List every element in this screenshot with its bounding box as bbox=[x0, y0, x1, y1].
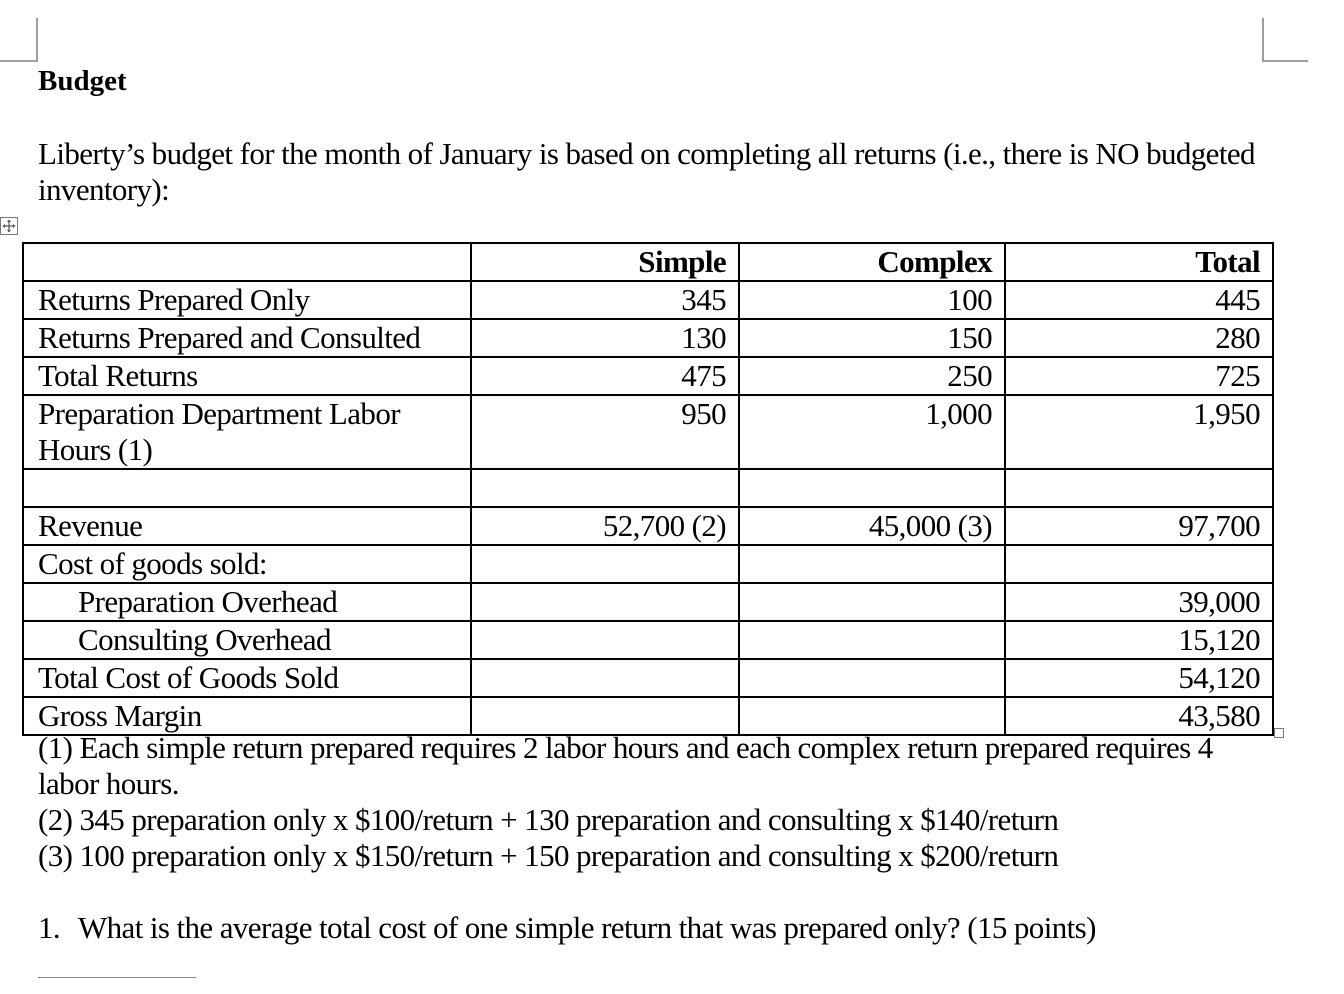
complex-value bbox=[739, 621, 1005, 659]
complex-value bbox=[739, 583, 1005, 621]
simple-value bbox=[471, 583, 739, 621]
table-row bbox=[23, 357, 1273, 395]
table-row bbox=[23, 621, 1273, 659]
complex-value: 100 bbox=[739, 281, 1005, 319]
complex-value: 45,000 (3) bbox=[739, 507, 1005, 545]
table-row bbox=[23, 659, 1273, 697]
question-text: What is the average total cost of one simple return that was prepared only? (15 points) bbox=[78, 910, 1096, 945]
question-1 bbox=[38, 910, 1096, 946]
row-label: Revenue bbox=[23, 507, 471, 545]
table-row bbox=[23, 395, 1273, 469]
page-title: Budget bbox=[38, 65, 127, 97]
row-label: Consulting Overhead bbox=[23, 621, 471, 659]
complex-value: 150 bbox=[739, 319, 1005, 357]
total-value: 54,120 bbox=[1005, 659, 1273, 697]
footnote-1: (1) Each simple return prepared requires 2 labor hours and each complex return prepared requires 4 labor hours. bbox=[38, 730, 1213, 801]
table-move-handle[interactable] bbox=[0, 217, 18, 235]
row-label: Total Cost of Goods Sold bbox=[23, 659, 471, 697]
empty-cell bbox=[739, 469, 1005, 507]
complex-value: 250 bbox=[739, 357, 1005, 395]
simple-value: 130 bbox=[471, 319, 739, 357]
header-label-cell bbox=[23, 243, 471, 281]
budget-table bbox=[22, 242, 1274, 736]
total-value: 445 bbox=[1005, 281, 1273, 319]
row-label: Gross Margin bbox=[23, 697, 471, 735]
total-value: 280 bbox=[1005, 319, 1273, 357]
header-simple: Simple bbox=[471, 243, 739, 281]
footnotes bbox=[38, 730, 1258, 874]
row-label: Preparation Department Labor Hours (1) bbox=[23, 395, 471, 469]
intro-paragraph: Liberty’s budget for the month of January is based on completing all returns (i.e., there is NO budgeted inventory): bbox=[38, 136, 1255, 207]
simple-value: 52,700 (2) bbox=[471, 507, 739, 545]
footnote-2: (2) 345 preparation only x $100/return + 130 preparation and consulting x $140/return bbox=[38, 802, 1059, 837]
answer-line[interactable] bbox=[38, 977, 196, 978]
row-label: Total Returns bbox=[23, 357, 471, 395]
simple-value bbox=[471, 621, 739, 659]
total-value: 43,580 bbox=[1005, 697, 1273, 735]
question-number: 1. bbox=[38, 910, 61, 945]
row-label: Preparation Overhead bbox=[23, 583, 471, 621]
complex-value bbox=[739, 659, 1005, 697]
total-value: 97,700 bbox=[1005, 507, 1273, 545]
row-label: Returns Prepared and Consulted bbox=[23, 319, 471, 357]
header-total: Total bbox=[1005, 243, 1273, 281]
table-row bbox=[23, 281, 1273, 319]
total-value: 725 bbox=[1005, 357, 1273, 395]
table-spacer-row bbox=[23, 469, 1273, 507]
total-value bbox=[1005, 545, 1273, 583]
table-header-row bbox=[23, 243, 1273, 281]
move-arrows-icon bbox=[2, 219, 16, 233]
table-row bbox=[23, 319, 1273, 357]
simple-value: 345 bbox=[471, 281, 739, 319]
table-row bbox=[23, 507, 1273, 545]
table-row bbox=[23, 583, 1273, 621]
empty-cell bbox=[23, 469, 471, 507]
row-label: Cost of goods sold: bbox=[23, 545, 471, 583]
table-row bbox=[23, 545, 1273, 583]
empty-cell bbox=[471, 469, 739, 507]
simple-value: 475 bbox=[471, 357, 739, 395]
simple-value: 950 bbox=[471, 395, 739, 469]
total-value: 15,120 bbox=[1005, 621, 1273, 659]
empty-cell bbox=[1005, 469, 1273, 507]
total-value: 39,000 bbox=[1005, 583, 1273, 621]
simple-value bbox=[471, 659, 739, 697]
total-value: 1,950 bbox=[1005, 395, 1273, 469]
footnote-3: (3) 100 preparation only x $150/return + 150 preparation and consulting x $200/return bbox=[38, 838, 1059, 873]
crop-mark-top-left bbox=[0, 18, 38, 62]
crop-mark-top-right bbox=[1262, 18, 1308, 62]
simple-value bbox=[471, 545, 739, 583]
table-resize-handle[interactable] bbox=[1274, 728, 1284, 738]
header-complex: Complex bbox=[739, 243, 1005, 281]
complex-value bbox=[739, 545, 1005, 583]
complex-value: 1,000 bbox=[739, 395, 1005, 469]
row-label: Returns Prepared Only bbox=[23, 281, 471, 319]
